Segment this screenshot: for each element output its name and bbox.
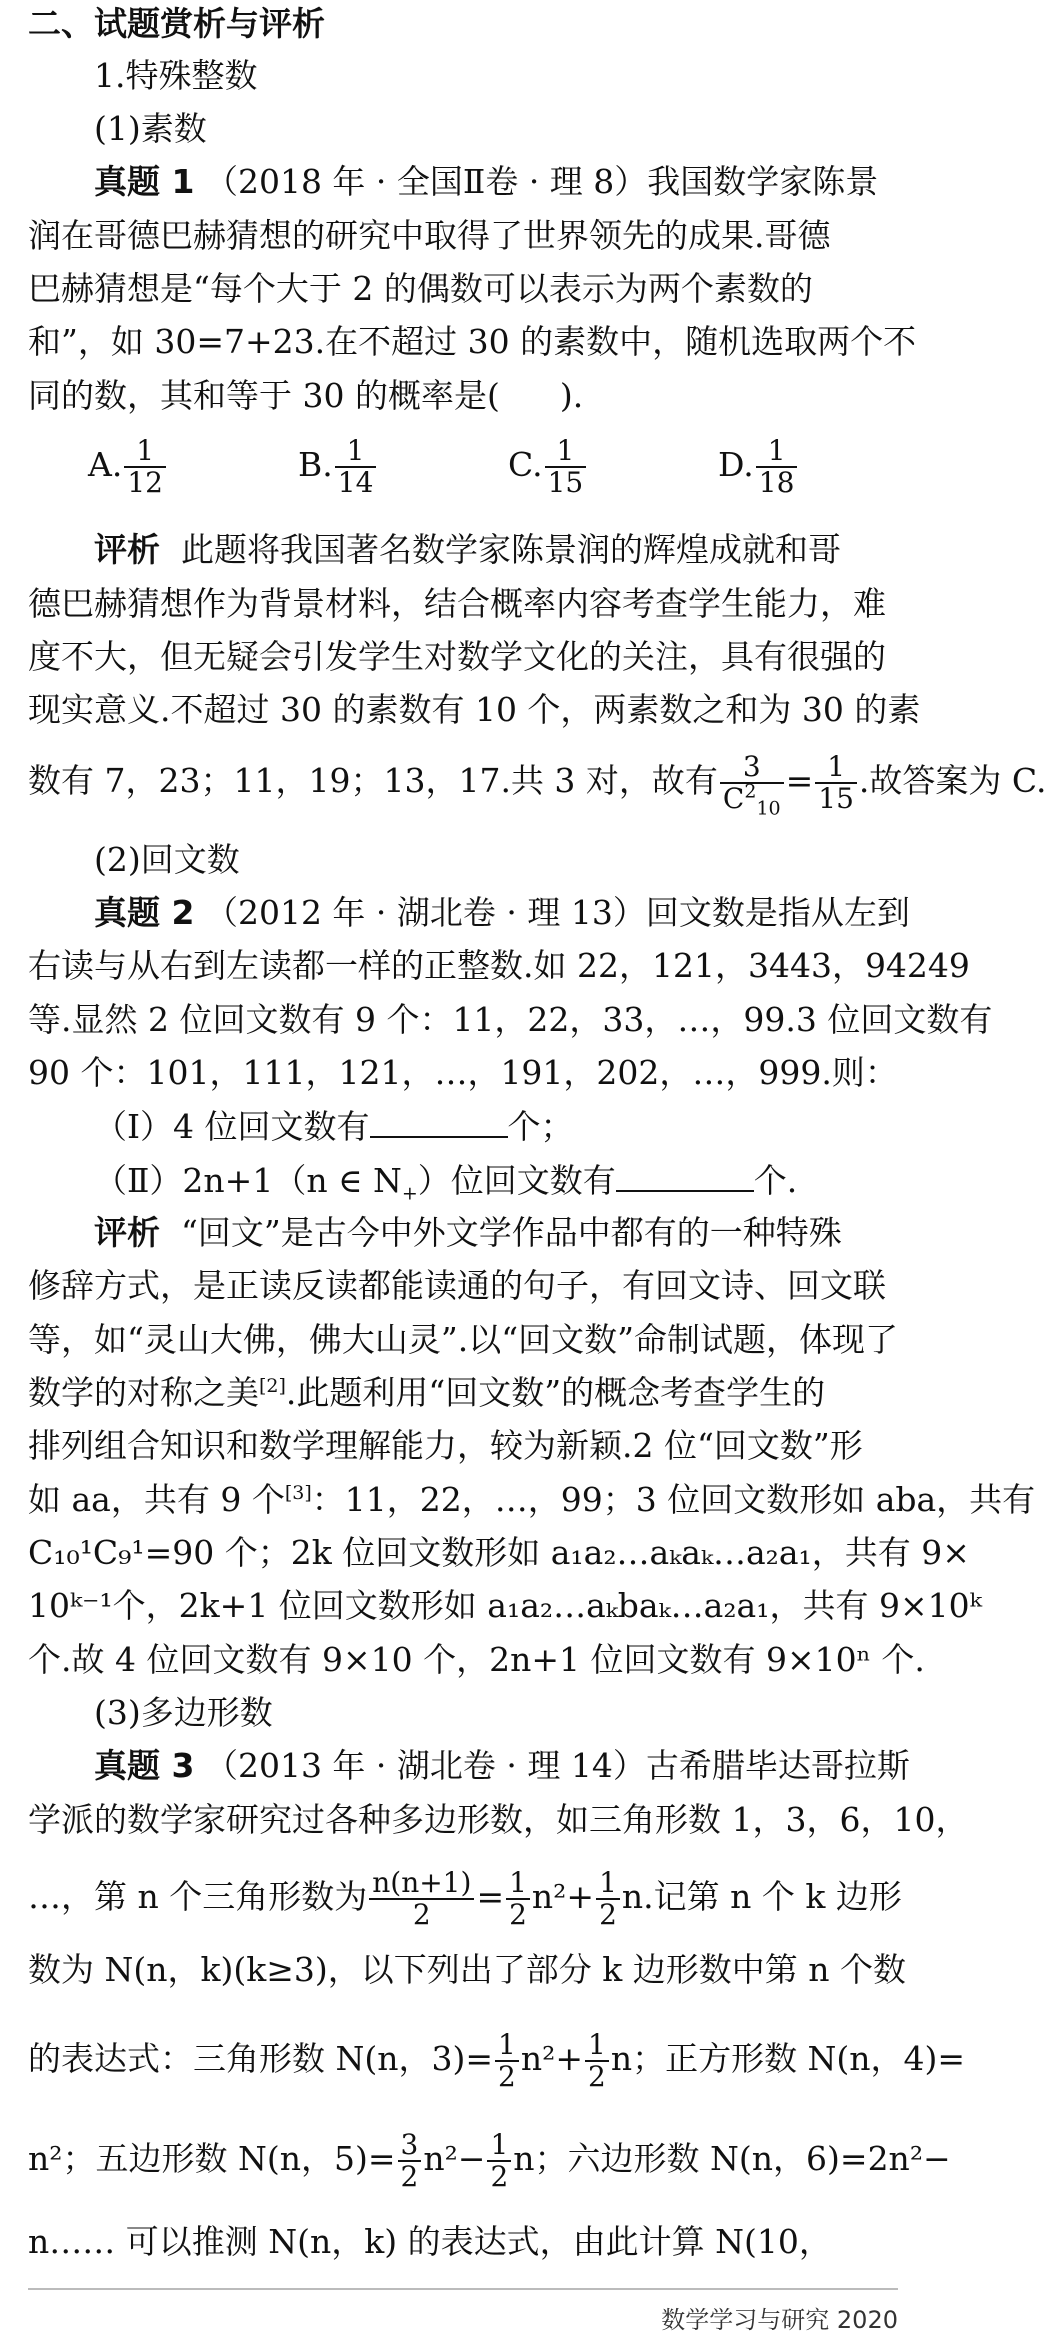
q2-analysis-line5: 排列组合知识和数学理解能力，较为新颖.2 位“回文数”形	[28, 1426, 863, 1465]
q2-label: 真题 2	[94, 893, 195, 932]
q1-text-5a: 同的数，其和等于 30 的概率是(	[28, 376, 500, 415]
q3-half-a-num: 1	[506, 1868, 530, 1900]
blank-answer-1[interactable]	[370, 1106, 508, 1138]
option-b-num: 1	[335, 436, 377, 468]
option-a-fraction	[124, 436, 166, 498]
q3-half-d-den: 2	[587, 2060, 606, 2093]
q1-line5	[28, 376, 583, 416]
q2-analysis-line3: 等，如“灵山大佛，佛大山灵”.以“回文数”命制试题，体现了	[28, 1320, 898, 1359]
q3-frac-32-den: 2	[400, 2160, 419, 2193]
option-b	[298, 436, 378, 498]
q1-analysis-line3: 度不大，但无疑会引发学生对数学文化的关注，具有很强的	[28, 637, 886, 676]
option-d-letter: D.	[718, 445, 754, 484]
q2-analysis-text-1: “回文”是古今中外文学作品中都有的一种特殊	[180, 1213, 842, 1252]
q3-half-c-num: 1	[495, 2030, 519, 2062]
footer-divider	[28, 2288, 898, 2290]
q2-line3: 等.显然 2 位回文数有 9 个：11，22，33，…，99.3 位回文数有	[28, 1000, 993, 1039]
q2-analysis-label: 评析	[94, 1213, 160, 1252]
option-c-fraction	[545, 436, 587, 498]
option-a-num: 1	[124, 436, 166, 468]
option-c-num: 1	[545, 436, 587, 468]
q2-analysis-text-4a: 数学的对称之美	[28, 1373, 259, 1412]
q3-label: 真题 3	[94, 1746, 195, 1785]
q2-line4: 90 个：101，111，121，…，191，202，…，999.则：	[28, 1053, 898, 1092]
q1-frac1-sub: 10	[756, 797, 781, 820]
q2-analysis-line1	[94, 1213, 842, 1253]
q2-analysis-line7: C₁₀¹C₉¹=90 个；2k 位回文数形如 a₁a₂…aₖaₖ…a₂a₁，共有 9×	[28, 1533, 970, 1572]
option-d-fraction	[756, 436, 798, 498]
option-a-den: 12	[127, 466, 163, 499]
q2-sub2-end: 个.	[753, 1161, 798, 1200]
option-b-den: 14	[337, 466, 374, 499]
q3-text-3c: n²+	[531, 1877, 595, 1916]
q1-analysis-line4: 现实意义.不超过 30 的素数有 10 个，两素数之和为 30 的素	[28, 690, 921, 729]
q1-text-1: （2018 年 · 全国Ⅱ卷 · 理 8）我国数学家陈景	[204, 162, 879, 201]
option-c	[508, 436, 588, 498]
q3-line7: n…… 可以推测 N(n，k) 的表达式，由此计算 N(10，	[28, 2222, 832, 2261]
q3-frac-half-b	[596, 1868, 620, 1930]
q1-text-5b: ).	[559, 376, 584, 415]
q1-analysis-label: 评析	[94, 530, 160, 569]
q1-line1	[94, 162, 878, 202]
q1-analysis-line5	[28, 750, 1046, 820]
part1-title: (1)素数	[94, 109, 207, 148]
q2-line2: 右读与从右到左读都一样的正整数.如 22，121，3443，94249	[28, 946, 970, 985]
q2-analysis-line8: 10ᵏ⁻¹个，2k+1 位回文数形如 a₁a₂…aₖbaₖ…a₂a₁，共有 9×10ᵏ	[28, 1586, 982, 1625]
option-b-fraction	[335, 436, 377, 498]
q3-text-5a: 的表达式：三角形数 N(n，3)=	[28, 2039, 494, 2078]
q2-analysis-text-4b: .此题利用“回文数”的概念考查学生的	[285, 1373, 826, 1412]
q1-line2: 润在哥德巴赫猜想的研究中取得了世界领先的成果.哥德	[28, 216, 831, 255]
q2-analysis-text-6b: ：11，22，…，99；3 位回文数形如 aba，共有	[311, 1480, 1036, 1519]
q3-text-6b: n²−	[423, 2139, 486, 2178]
q1-analysis-line2: 德巴赫猜想作为背景材料，结合概率内容考查学生能力，难	[28, 584, 886, 623]
option-a	[88, 436, 168, 498]
q1-analysis-text-1: 此题将我国著名数学家陈景润的辉煌成就和哥	[180, 530, 841, 569]
subsection-title: 1.特殊整数	[94, 56, 258, 95]
section-title: 二、试题赏析与评析	[28, 4, 325, 43]
q2-text-1: （2012 年 · 湖北卷 · 理 13）回文数是指从左到	[204, 893, 910, 932]
q3-half-c-den: 2	[498, 2060, 516, 2093]
q3-frac-half-d	[585, 2030, 609, 2092]
option-c-den: 15	[547, 466, 584, 499]
citation-3[interactable]: [3]	[284, 1482, 312, 1504]
q2-sub2-subscript: +	[401, 1182, 418, 1205]
q1-analysis-text-5b: .故答案为 C.	[858, 761, 1046, 800]
q2-analysis-line2: 修辞方式，是正读反读都能读通的句子，有回文诗、回文联	[28, 1266, 886, 1305]
q3-frac-tri-num: n(n+1)	[369, 1868, 474, 1900]
q1-fraction-1-over-15	[815, 752, 857, 814]
option-d-den: 18	[758, 466, 795, 499]
q3-text-3a: …，第 n 个三角形数为	[28, 1877, 368, 1916]
q3-equals: =	[476, 1877, 505, 1916]
q2-sub1	[94, 1106, 574, 1147]
q1-equals: =	[785, 761, 814, 800]
q3-line1	[94, 1746, 910, 1786]
q1-label: 真题 1	[94, 162, 195, 201]
option-b-letter: B.	[298, 445, 333, 484]
q3-text-5c: n；正方形数 N(n，4)=	[610, 2039, 966, 2078]
q1-frac1-c: C	[722, 782, 745, 815]
option-c-letter: C.	[508, 445, 543, 484]
q2-sub2	[94, 1160, 798, 1205]
q1-options	[88, 436, 898, 516]
q3-half-e-den: 2	[490, 2160, 509, 2193]
q1-frac2-num: 1	[815, 752, 857, 784]
part3-title: (3)多边形数	[94, 1693, 273, 1732]
q3-frac-three-halves	[398, 2130, 422, 2192]
q3-frac-half-e	[487, 2130, 511, 2192]
q2-analysis-line4	[28, 1373, 825, 1413]
citation-2[interactable]: [2]	[259, 1375, 286, 1397]
q2-analysis-line6	[28, 1480, 1035, 1520]
q3-half-e-num: 1	[487, 2130, 511, 2162]
q2-analysis-text-6a: 如 aa，共有 9 个	[28, 1480, 285, 1519]
q3-half-a-den: 2	[509, 1898, 527, 1931]
q3-half-d-num: 1	[585, 2030, 609, 2062]
q1-line4: 和”，如 30=7+23.在不超过 30 的素数中，随机选取两个不	[28, 322, 917, 361]
q2-sub2-mid: ）位回文数有	[417, 1161, 616, 1200]
q3-line3	[28, 1868, 902, 1930]
q3-frac-32-num: 3	[398, 2130, 422, 2162]
q3-frac-triangular	[369, 1868, 474, 1930]
option-a-letter: A.	[88, 445, 123, 484]
journal-footer: 数学学习与研究 2020	[661, 2306, 898, 2334]
q1-fraction-3-over-c	[720, 750, 784, 820]
q3-line6	[28, 2130, 951, 2192]
q2-analysis-line9: 个.故 4 位回文数有 9×10 个，2n+1 位回文数有 9×10ⁿ 个.	[28, 1640, 925, 1679]
part2-title: (2)回文数	[94, 840, 240, 879]
q3-half-b-num: 1	[596, 1868, 620, 1900]
q1-frac2-den: 15	[818, 782, 854, 815]
q3-frac-tri-den: 2	[412, 1898, 431, 1931]
blank-answer-2[interactable]	[616, 1160, 754, 1192]
q3-frac-half-c	[495, 2030, 519, 2092]
q3-text-6a: n²；五边形数 N(n，5)=	[28, 2139, 396, 2178]
q3-frac-half-a	[506, 1868, 530, 1930]
q2-sub1-end: 个；	[507, 1107, 574, 1146]
q1-analysis-text-5a: 数有 7，23；11，19；13，17.共 3 对，故有	[28, 761, 718, 800]
q3-line5	[28, 2030, 965, 2092]
option-d-num: 1	[756, 436, 798, 468]
q2-sub1-text: （Ⅰ）4 位回文数有	[94, 1107, 370, 1146]
q3-text-6c: n；六边形数 N(n，6)=2n²−	[513, 2139, 951, 2178]
q1-frac1-den	[720, 780, 784, 820]
option-d	[718, 436, 799, 498]
q3-line4: 数为 N(n，k)(k≥3)，以下列出了部分 k 边形数中第 n 个数	[28, 1950, 906, 1989]
q3-text-1: （2013 年 · 湖北卷 · 理 14）古希腊毕达哥拉斯	[204, 1746, 910, 1785]
q1-frac1-num: 3	[720, 752, 784, 784]
q3-line2: 学派的数学家研究过各种多边形数，如三角形数 1，3，6，10，	[28, 1800, 969, 1839]
q2-sub2-text: （Ⅱ）2n+1（n ∈ N	[94, 1161, 402, 1200]
q3-text-5b: n²+	[520, 2039, 583, 2078]
q3-text-3d: n.记第 n 个 k 边形	[621, 1877, 902, 1916]
q1-line3: 巴赫猜想是“每个大于 2 的偶数可以表示为两个素数的	[28, 269, 813, 308]
q1-analysis-line1	[94, 530, 841, 570]
q2-line1	[94, 893, 910, 933]
q3-half-b-den: 2	[599, 1898, 617, 1931]
q1-frac1-sup: 2	[744, 780, 757, 803]
